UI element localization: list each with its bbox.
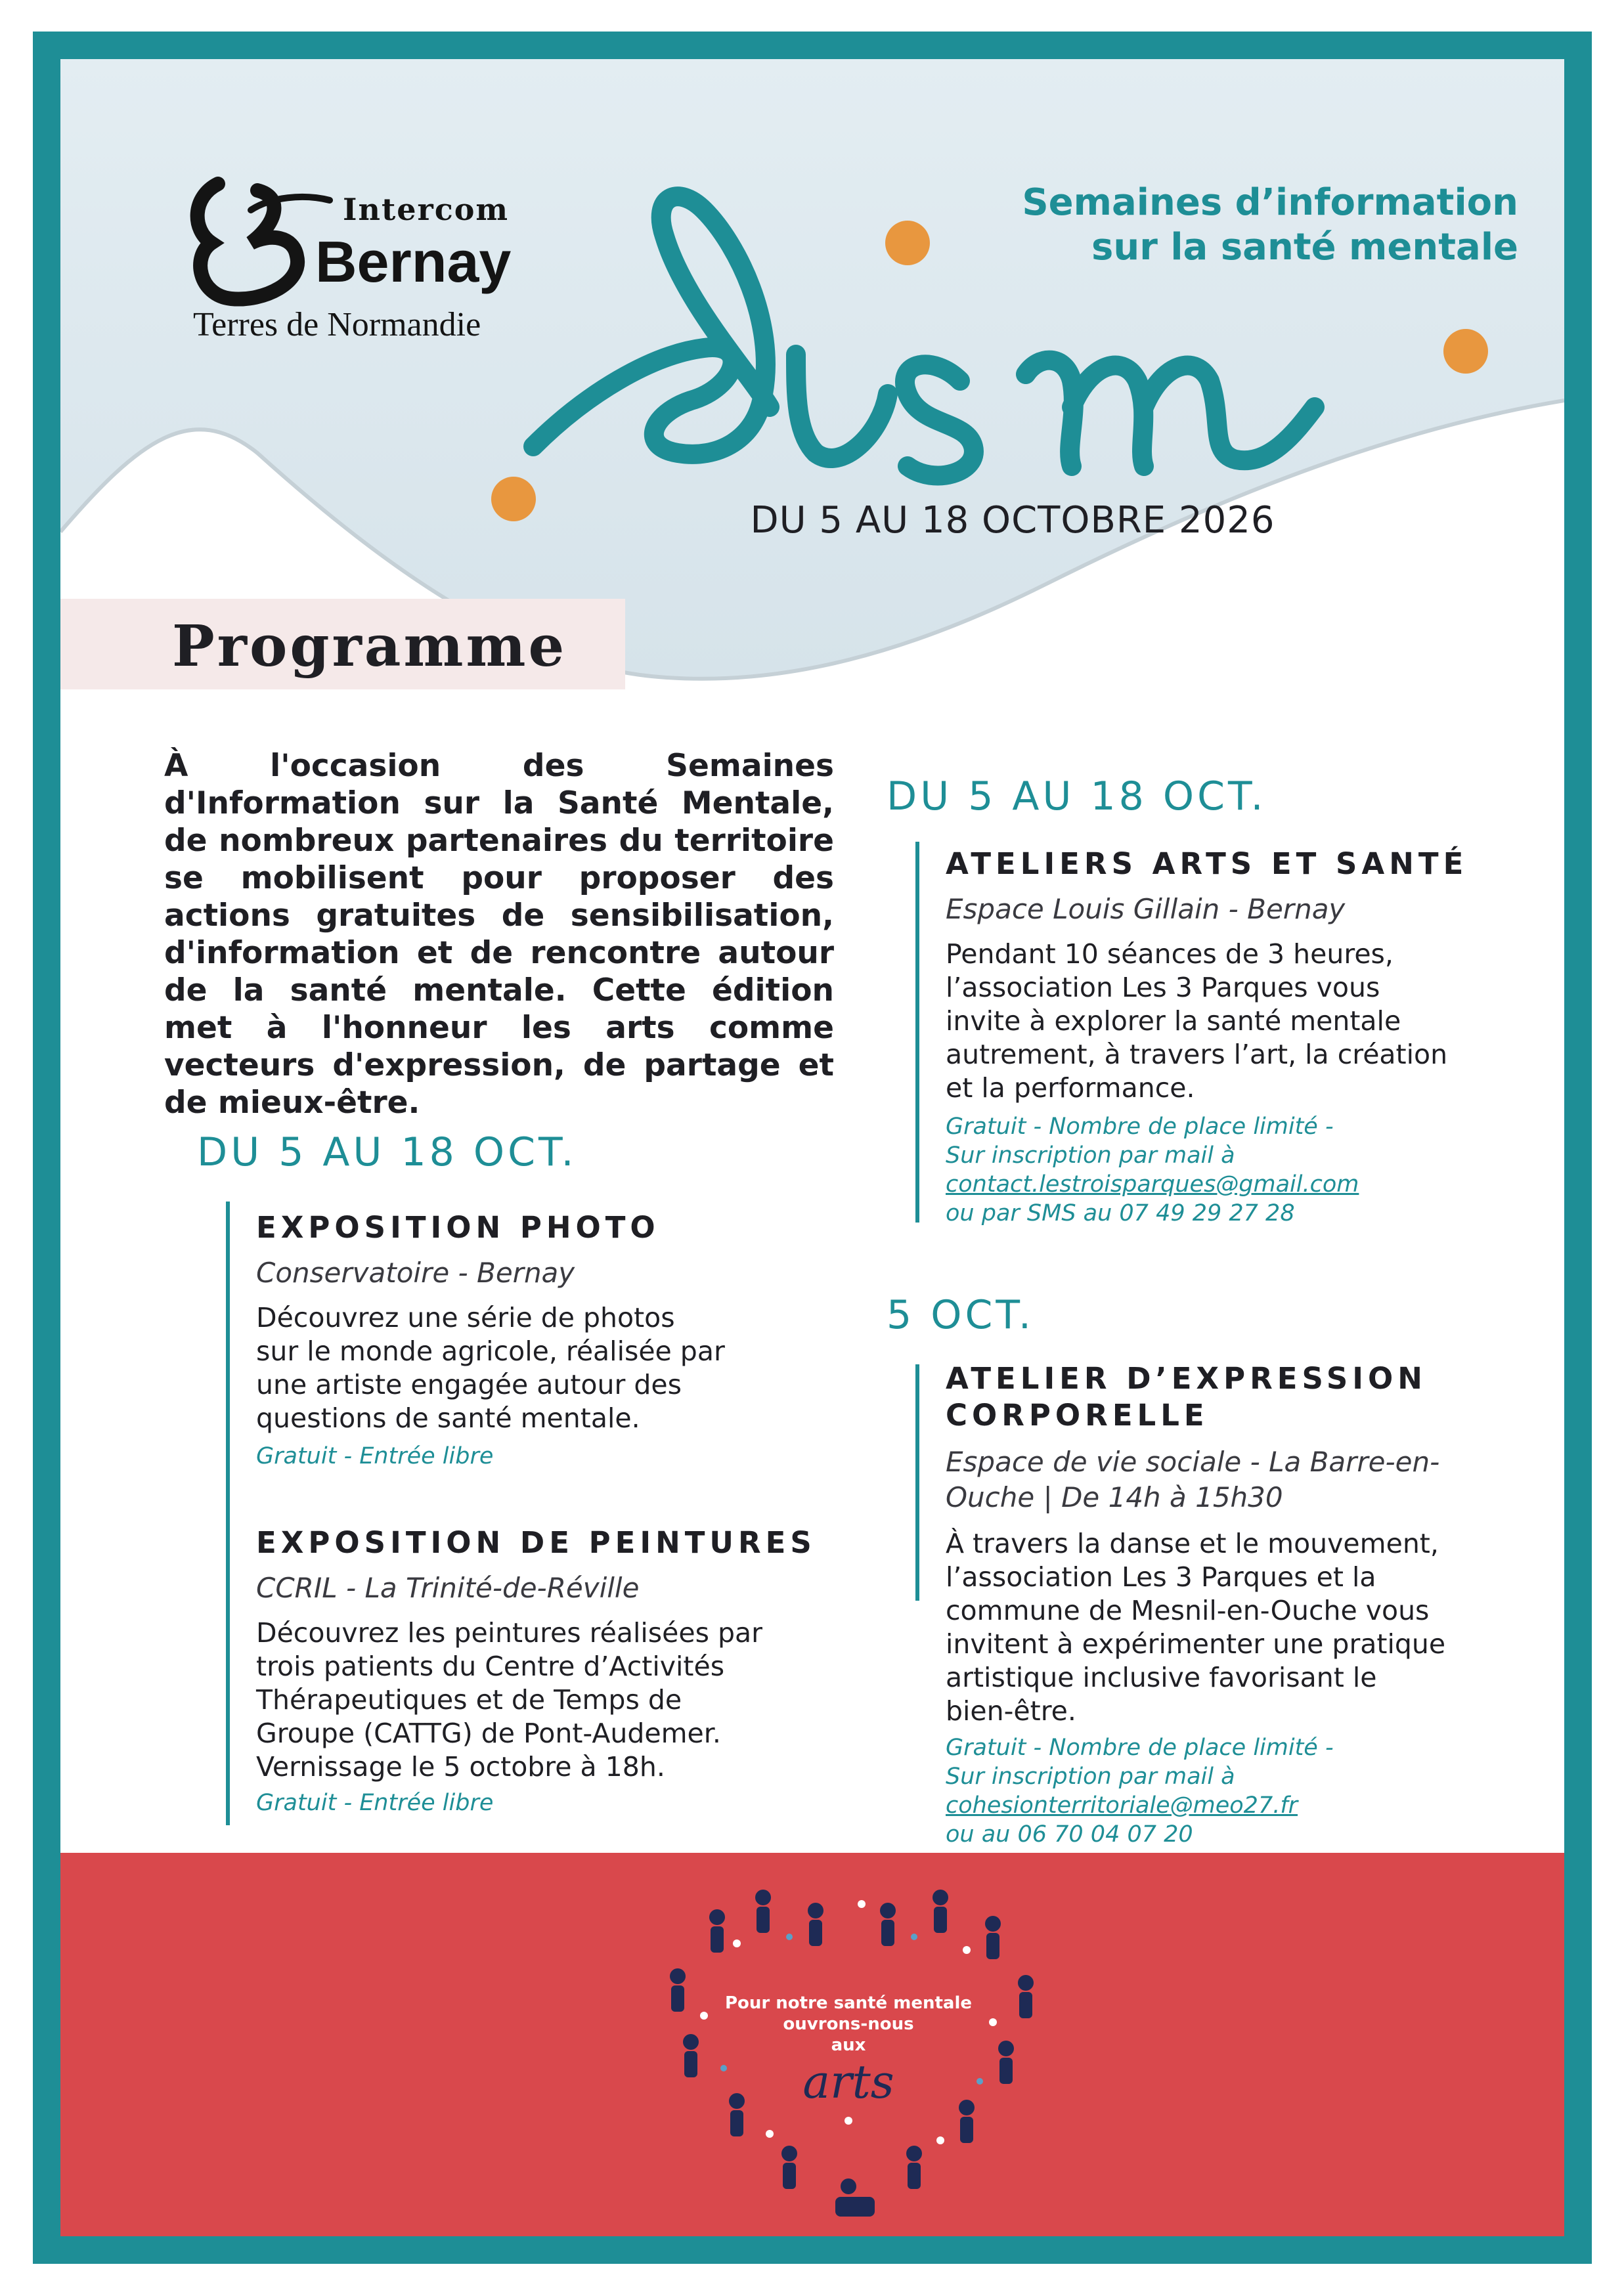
event-location: Espace de vie sociale - La Barre-en- Ouche | De 14h à 15h30 bbox=[946, 1446, 1440, 1513]
event-description: Découvrez une série de photos sur le monde agricole, réalisée par une artiste engagée autour des questions de santé mentale. bbox=[256, 1302, 725, 1434]
programme-label: Programme bbox=[172, 613, 567, 680]
event-info: Gratuit - Nombre de place limité - Sur inscription par mail à cohesionterritoriale@meo27.fr ou au 06 70 04 07 20 bbox=[946, 1735, 1334, 1848]
sism-title bbox=[947, 181, 1518, 270]
logo-bernay: Bernay bbox=[315, 229, 512, 294]
left-date-heading: DU 5 AU 18 OCT. bbox=[197, 1129, 577, 1175]
event-info: Gratuit - Entrée libre bbox=[256, 1790, 494, 1816]
page-frame bbox=[33, 32, 1592, 2264]
right-date-heading-1: DU 5 AU 18 OCT. bbox=[887, 773, 1267, 819]
contact-email-link[interactable]: cohesionterritoriale@meo27.fr bbox=[946, 1792, 1298, 1819]
sism-title-line-2: sur la santé mentale bbox=[1091, 226, 1518, 269]
event-description: À travers la danse et le mouvement, l’association Les 3 Parques et la commune de Mesnil-en-Ouche vous invitent à expérimenter une pratique artistique inclusive favorisant le bien-être. bbox=[946, 1528, 1446, 1727]
flyer bbox=[60, 59, 1564, 2236]
event-dates: DU 5 AU 18 OCTOBRE 2026 bbox=[750, 499, 1275, 542]
logo-intercom: Intercom bbox=[343, 192, 510, 227]
logo-terres-de-normandie: Terres de Normandie bbox=[193, 306, 481, 343]
event-location: CCRIL - La Trinité-de-Réville bbox=[256, 1572, 640, 1604]
event-description: Pendant 10 séances de 3 heures, l’association Les 3 Parques vous invite à explorer la santé mentale autrement, à travers l’art, la création et la performance. bbox=[946, 938, 1448, 1104]
event-location: Conservatoire - Bernay bbox=[256, 1257, 575, 1289]
event-title-exposition-photo: EXPOSITION PHOTO bbox=[256, 1210, 660, 1245]
intro-paragraph: À l'occasion des Semaines d'Information sur la Santé Mentale, de nombreux partenaires du territoire se mobilisent pour proposer des actions gratuites de sensibilisation, d'information et de rencontre autour de la santé mentale. Cette édition met à l'honneur les arts comme vecteurs d'expression, de partage et de mieux-être. bbox=[164, 748, 834, 1121]
programme-banner bbox=[60, 599, 625, 689]
right-divider-2 bbox=[915, 1364, 919, 1601]
event-title-exposition-peintures: EXPOSITION DE PEINTURES bbox=[256, 1525, 816, 1560]
logo-mark-icon bbox=[179, 171, 336, 315]
event-info: Gratuit - Entrée libre bbox=[256, 1443, 494, 1469]
contact-email-link[interactable]: contact.lestroisparques@gmail.com bbox=[946, 1171, 1359, 1198]
sism-title-line-1: Semaines d’information bbox=[1022, 181, 1518, 224]
event-title-ateliers-arts-sante: ATELIERS ARTS ET SANTÉ bbox=[946, 846, 1468, 881]
heart-slogan: Pour notre santé mentale ouvrons-nous aux bbox=[724, 1993, 972, 2055]
event-info: Gratuit - Nombre de place limité - Sur inscription par mail à contact.lestroisparques@gmail.com ou par SMS au 07 49 29 27 28 bbox=[946, 1114, 1359, 1226]
heart-arts-word: arts bbox=[802, 2055, 894, 2109]
event-description: Découvrez les peintures réalisées par trois patients du Centre d’Activités Thérapeutiques et de Temps de Groupe (CATTG) de Pont-Audemer. Vernissage le 5 octobre à 18h. bbox=[256, 1617, 762, 1783]
event-location: Espace Louis Gillain - Bernay bbox=[946, 893, 1346, 925]
right-divider-1 bbox=[915, 842, 919, 1223]
left-divider bbox=[226, 1202, 230, 1825]
right-date-heading-2: 5 OCT. bbox=[887, 1292, 1034, 1338]
event-title-atelier-expression-corporelle: ATELIER D’EXPRESSION CORPORELLE bbox=[946, 1361, 1427, 1433]
